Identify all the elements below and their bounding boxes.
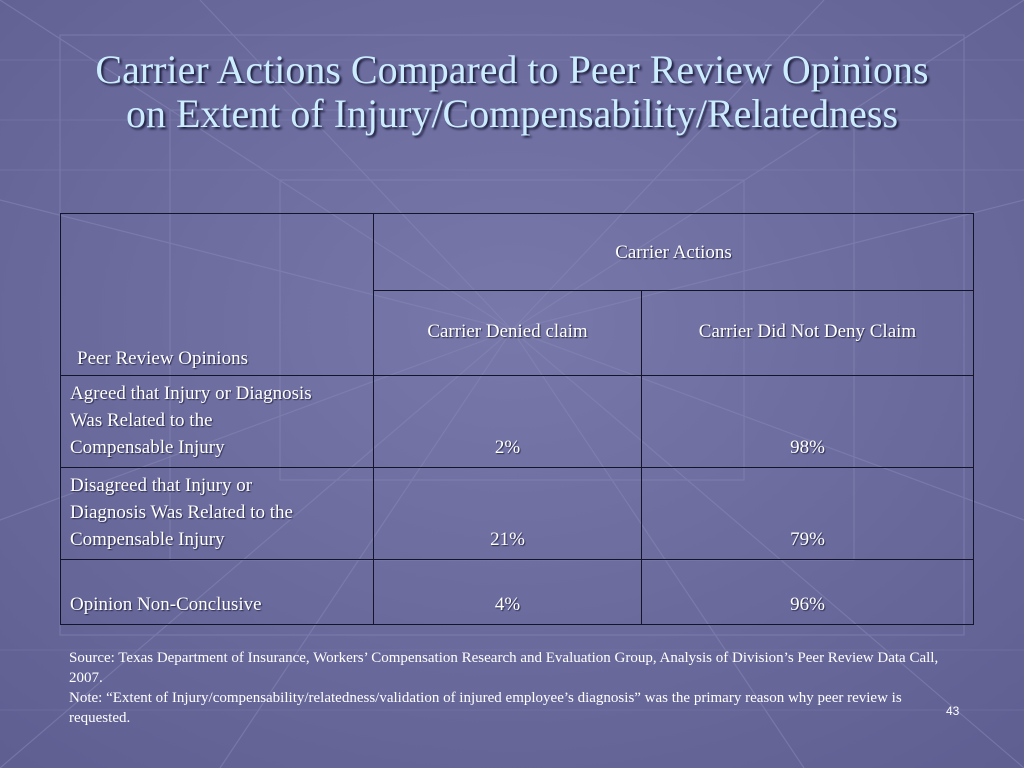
footnote [69,648,949,728]
row-label-line: Was Related to the [70,410,213,431]
group-header-label: Carrier Actions [615,241,732,263]
cell-non-conclusive-denied: 4% [374,560,642,625]
row-label-line: Agreed that Injury or Diagnosis [70,383,312,404]
table-row-disagreed [61,468,974,560]
group-header-cell [374,214,974,291]
row-label-line: Opinion Non-Conclusive [70,594,262,615]
column-header-not-denied-label: Carrier Did Not Deny Claim [698,321,917,342]
column-header-denied [374,291,642,376]
column-header-not-denied [642,291,974,376]
table-row-agreed [61,376,974,468]
title-line-1: Carrier Actions Compared to Peer Review Opinions [95,47,929,92]
explanatory-note: Note: “Extent of Injury/compensability/relatedness/validation of injured employee’s diagnosis” was the primary reason why peer review is requested. [69,690,902,726]
row-header-label: Peer Review Opinions [77,348,248,369]
slide-title [20,48,1004,136]
cell-disagreed-denied: 21% [374,468,642,560]
row-label-line: Compensable Injury [70,437,225,458]
cell-non-conclusive-not-denied: 96% [642,560,974,625]
row-label-agreed [61,376,374,468]
column-header-denied-label: Carrier Denied claim [427,321,588,342]
cell-agreed-not-denied: 98% [642,376,974,468]
row-label-line: Diagnosis Was Related to the [70,502,293,523]
title-line-2: on Extent of Injury/Compensability/Relatedness [125,91,899,136]
row-label-line: Disagreed that Injury or [70,475,253,496]
cell-disagreed-not-denied: 79% [642,468,974,560]
cell-agreed-denied: 2% [374,376,642,468]
source-note: Source: Texas Department of Insurance, Workers’ Compensation Research and Evaluation Group, Analysis of Division’s Peer Review Data Call, 2007. [69,650,939,686]
peer-review-table [60,213,974,625]
row-label-disagreed [61,468,374,560]
row-header-cell [61,214,374,376]
page-number: 43 [946,704,960,718]
row-label-line: Compensable Injury [70,529,225,550]
header-row-group [61,214,974,291]
row-label-non-conclusive [61,560,374,625]
table-row-non-conclusive [61,560,974,625]
